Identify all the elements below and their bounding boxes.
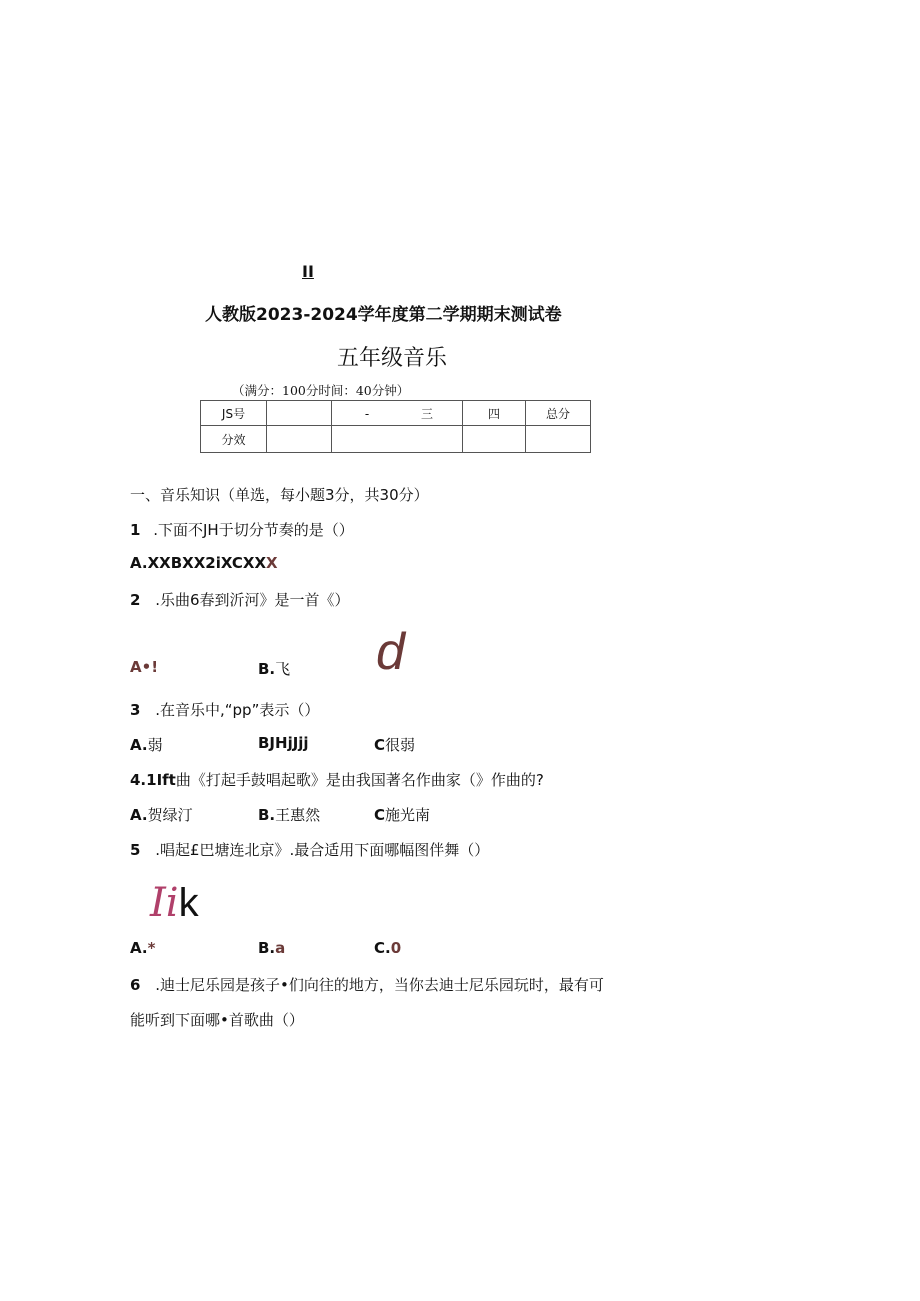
score-cell <box>267 426 332 453</box>
question-5 <box>130 839 489 860</box>
option-label: A. <box>130 939 148 957</box>
score-table <box>200 400 591 453</box>
question-3-option-c <box>374 734 415 755</box>
question-6 <box>130 974 604 995</box>
option-label: BJHjJjj <box>258 734 309 752</box>
option-text: 0 <box>390 939 402 957</box>
score-cell <box>332 401 463 426</box>
question-2-option-a <box>130 658 158 676</box>
score-cell <box>526 426 591 453</box>
question-text: .迪士尼乐园是孩子•们向往的地方，当你去迪士尼乐园玩时，最有可 <box>155 976 604 994</box>
option-label: C. <box>374 939 391 957</box>
question-text: .唱起£巴塘连北京》.最合适用下面哪幅图伴舞（） <box>155 841 490 859</box>
score-cell <box>267 401 332 426</box>
question-text: 曲《打起手鼓唱起歌》是由我国著名作曲家（》作曲的? <box>175 771 544 789</box>
question-4-option-c <box>374 804 430 825</box>
option-label: A <box>130 658 142 676</box>
option-text: 弱 <box>147 736 163 754</box>
option-text: 飞 <box>275 660 291 678</box>
score-cell-part: 三 <box>420 406 433 421</box>
question-1 <box>130 519 354 540</box>
option-label: C <box>374 806 386 824</box>
option-label: B. <box>258 806 276 824</box>
question-2-option-b <box>258 658 290 679</box>
option-text: 贺绿汀 <box>147 806 193 824</box>
question-6-continued: 能听到下面哪•首歌曲（） <box>130 1011 304 1029</box>
score-cell-part: - <box>364 406 370 421</box>
question-2 <box>130 589 350 610</box>
question-4-option-a <box>130 804 193 825</box>
score-cell: 四 <box>463 401 526 426</box>
option-text: * <box>147 939 156 957</box>
question-4-option-b <box>258 804 320 825</box>
question-text: .乐曲6春到沂河》是一首《） <box>155 591 350 609</box>
question-number: 2 <box>130 591 141 609</box>
score-cell: JS号 <box>201 401 267 426</box>
question-5-option-c <box>374 939 401 957</box>
option-text: a <box>275 939 286 957</box>
question-text: .在音乐中,“pp”表示（） <box>155 701 320 719</box>
question-text: .下面不JH于切分节奏的是（） <box>153 521 354 539</box>
option-label: B. <box>258 660 276 678</box>
question-3 <box>130 699 319 720</box>
options-text: A.XXBXX2iXCXX <box>130 554 267 572</box>
option-label: A. <box>130 736 148 754</box>
option-label: C <box>374 736 386 754</box>
score-cell <box>463 426 526 453</box>
score-cell: 总分 <box>526 401 591 426</box>
score-note: （满分：100分时间：40分钟） <box>232 383 410 398</box>
picture-glyph-b: k <box>178 881 199 925</box>
document-title: 人教版2023-2024学年度第二学期期末测试卷 <box>205 305 562 325</box>
score-cell <box>332 426 463 453</box>
question-number: 5 <box>130 841 141 859</box>
question-5-option-a <box>130 939 155 957</box>
question-1-options <box>130 554 278 572</box>
question-number: 1 <box>130 521 141 539</box>
question-3-option-a <box>130 734 163 755</box>
picture-glyph-a: Ii <box>150 880 179 926</box>
question-number: 3 <box>130 701 141 719</box>
options-tail: X <box>266 554 278 572</box>
question-3-option-b <box>258 734 309 752</box>
question-number: 6 <box>130 976 141 994</box>
option-label: A. <box>130 806 148 824</box>
option-label: B. <box>258 939 276 957</box>
music-symbol-image: d <box>376 623 405 681</box>
question-4 <box>130 769 544 790</box>
option-text: •! <box>141 658 159 676</box>
score-cell: 分效 <box>201 426 267 453</box>
question-5-option-b <box>258 939 285 957</box>
header-mark: II <box>302 262 314 281</box>
option-text: 很弱 <box>385 736 416 754</box>
score-table-row <box>201 401 591 426</box>
dance-picture <box>150 880 199 926</box>
option-text: 王惠然 <box>275 806 321 824</box>
section-heading: 一、音乐知识（单选，每小题3分，共30分） <box>130 486 429 504</box>
subject-title: 五年级音乐 <box>337 346 448 371</box>
score-table-row <box>201 426 591 453</box>
option-text: 施光南 <box>385 806 431 824</box>
question-number: 4.1Ift <box>130 771 176 789</box>
